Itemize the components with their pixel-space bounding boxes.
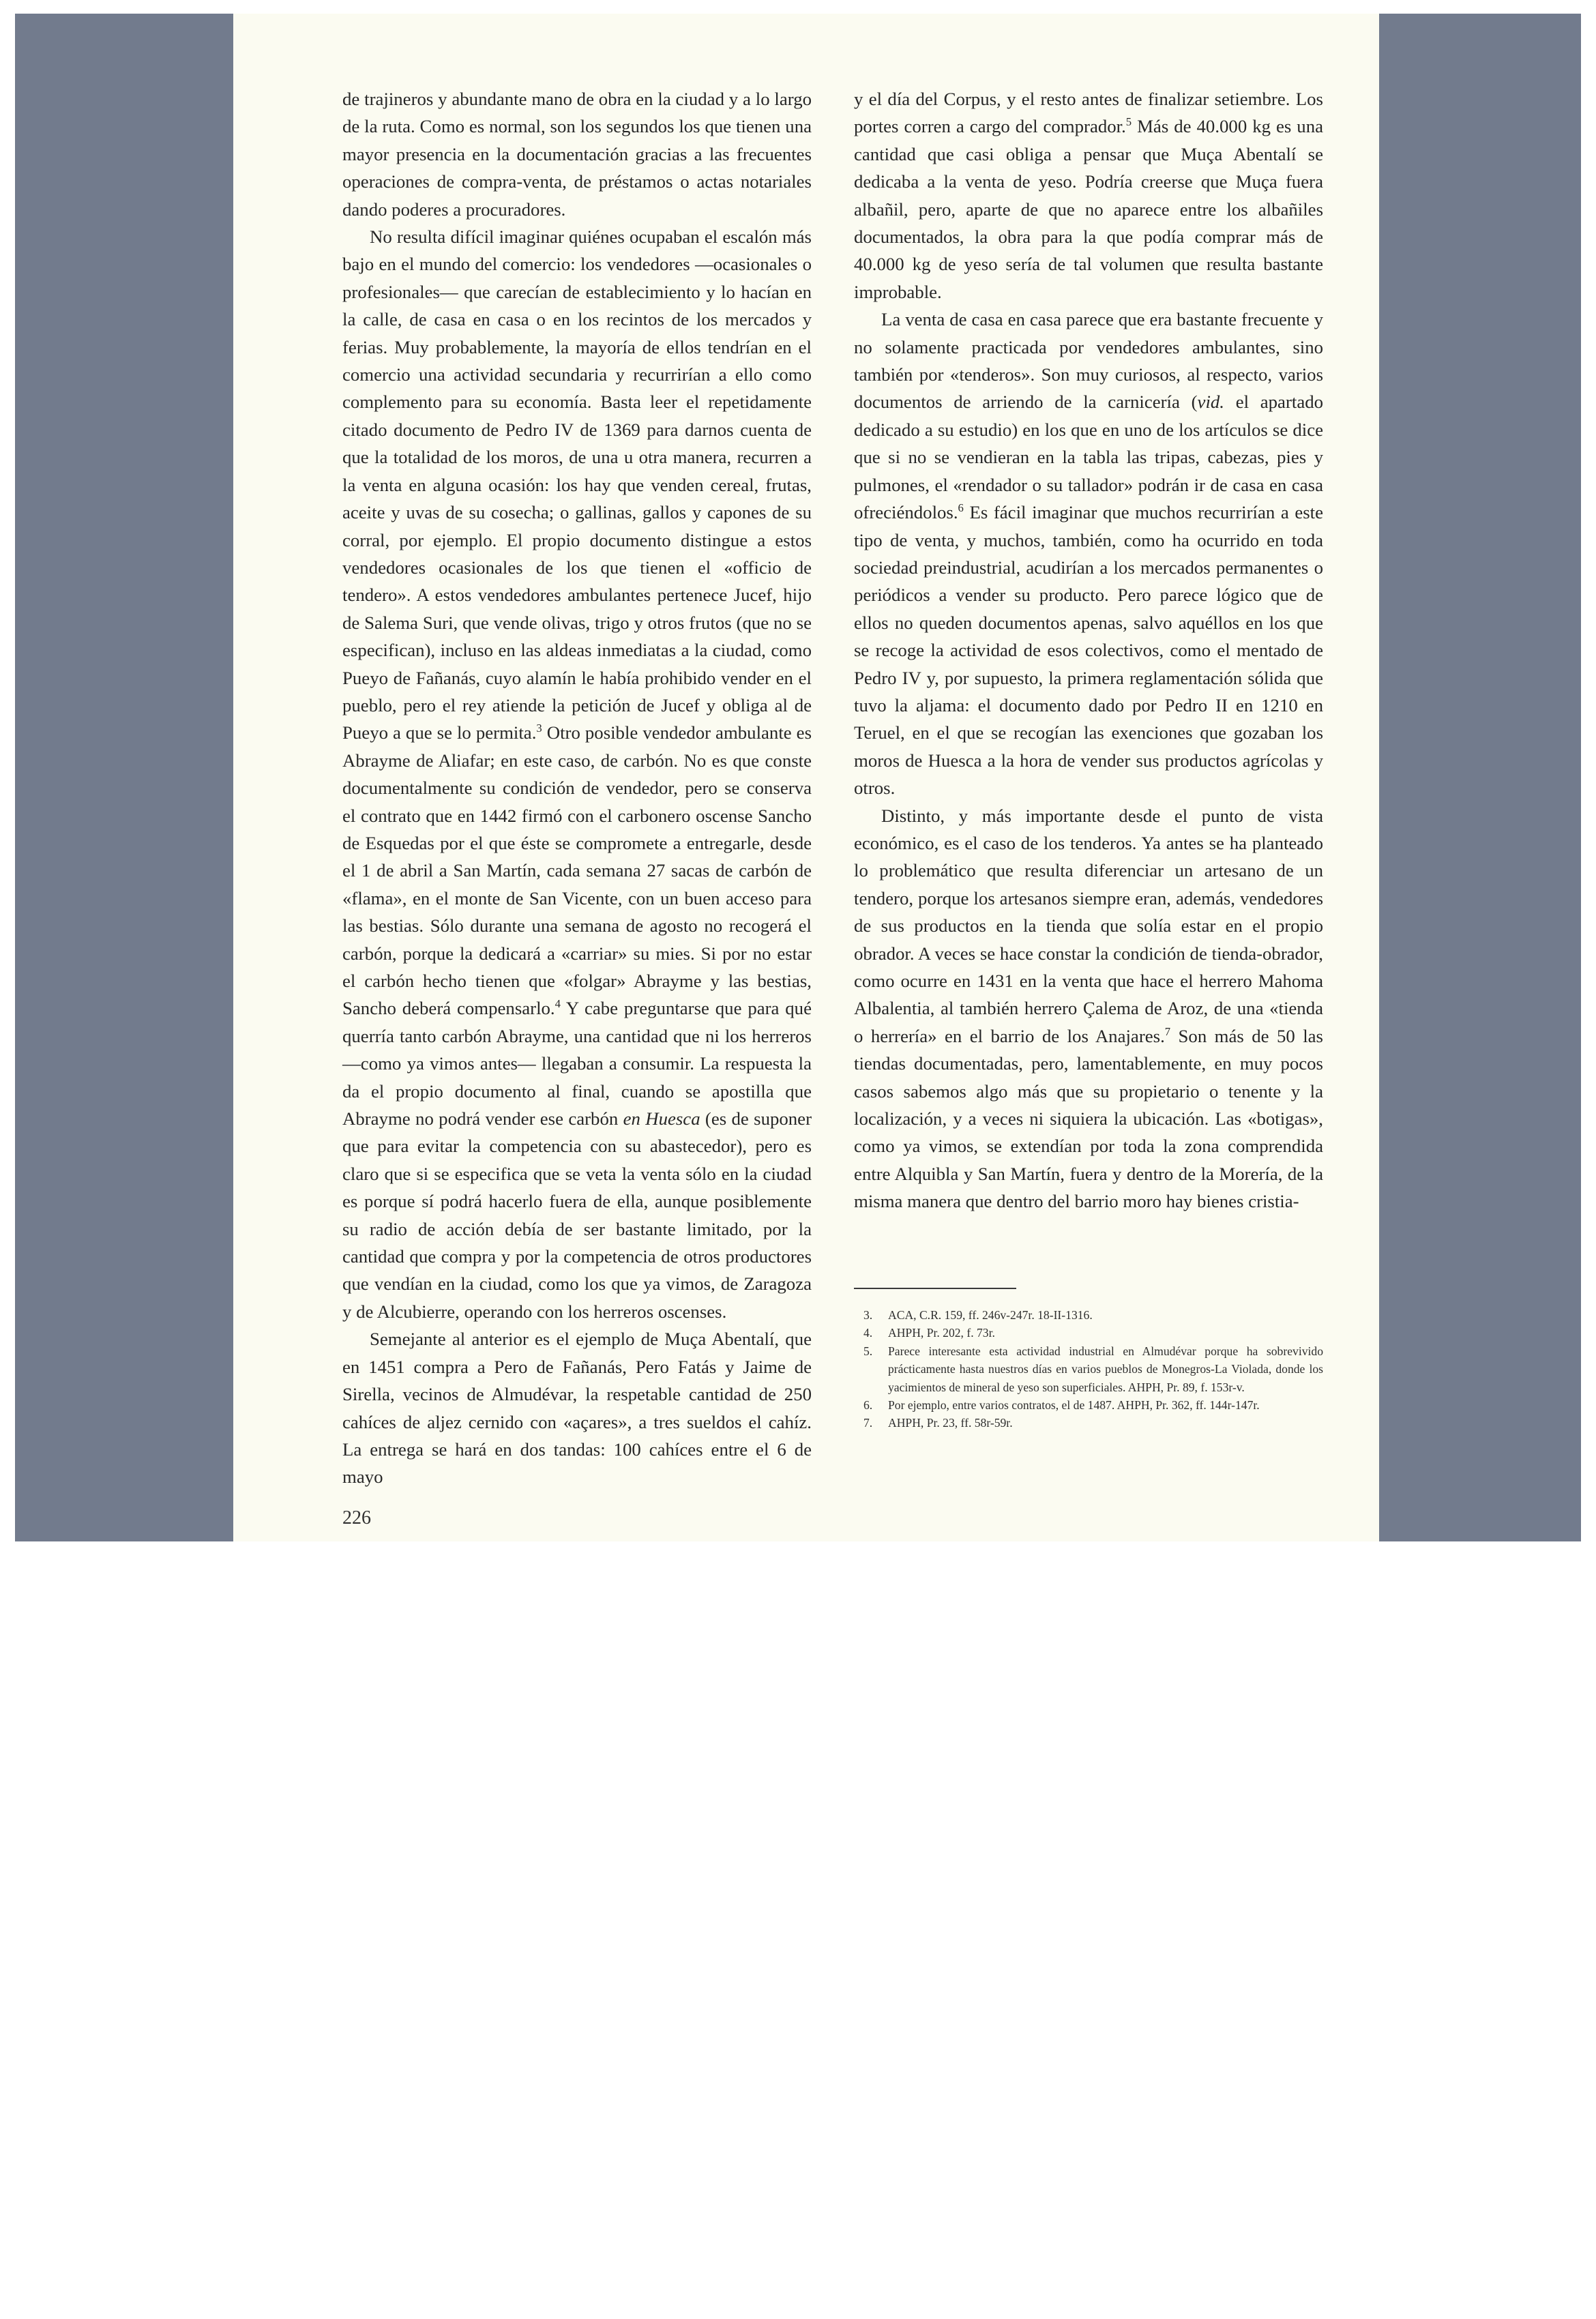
footnote-text: AHPH, Pr. 23, ff. 58r-59r. bbox=[888, 1416, 1013, 1430]
footnote-ref[interactable]: 6 bbox=[958, 501, 964, 515]
right-text-column bbox=[854, 85, 1323, 1215]
paragraph-text: Semejante al anterior es el ejemplo de Muça Abentalí, que en 1451 compra a Pero de Fañanás, Pero Fatás y Jaime de Sirella, vecinos de Almudévar, la respetable cantidad de 250 cahíces de aljez cernido con «açares», a tres sueldos el cahíz. La entrega se hará en dos tandas: 100 cahíces entre el 6 de mayo bbox=[342, 1329, 812, 1488]
paragraph-text: y el día del Corpus, y el resto antes de finalizar setiembre. Los portes corren a cargo del comprador. bbox=[854, 89, 1323, 137]
footnote-ref[interactable]: 7 bbox=[1164, 1024, 1171, 1038]
paragraph-text: de trajineros y abundante mano de obra en la ciudad y a lo largo de la ruta. Como es normal, son los segundos los que tienen una mayor presencia en la documentación gracias a las frecuentes operaciones de compra-venta, de préstamos o actas notariales dando poderes a procuradores. bbox=[342, 89, 812, 220]
footnote-ref[interactable]: 5 bbox=[1125, 115, 1132, 129]
paragraph bbox=[342, 223, 812, 1325]
footnote bbox=[854, 1396, 1323, 1414]
paragraph bbox=[854, 802, 1323, 1215]
footnotes bbox=[854, 1306, 1323, 1432]
paragraph-text: Es fácil imaginar que muchos recurrirían a este tipo de venta, y muchos, también, como ha ocurrido en toda sociedad preindustrial, acudirían a los mercados permanentes o periódicos a vender su producto. Pero parece lógico que de ellos no queden documentos apenas, salvo aquéllos en los que se recoge la actividad de esos colectivos, como el mentado de Pedro IV y, por supuesto, la primera reglamentación sólida que tuvo la aljama: el documento dado por Pedro II en 1210 en Teruel, en el que se recogían las exenciones que gozaban los moros de Huesca a la hora de vender sus productos agrícolas y otros. bbox=[854, 502, 1324, 799]
italic-text: vid. bbox=[1197, 392, 1224, 413]
paragraph-text: Distinto, y más importante desde el punto de vista económico, es el caso de los tenderos. Ya antes se ha planteado lo problemático que resulta diferenciar un artesano de un tendero, porque los artesanos siempre eran, además, vendedores de sus productos en la tienda que solía estar en el propio obrador. A veces se hace constar la condición de tienda-obrador, como ocurre en 1431 en la venta que hace el herrero Mahoma Albalentia, al también herrero Çalema de Aroz, de una «tienda o herrería» en el barrio de los Anajares. bbox=[854, 805, 1323, 1046]
scan-background bbox=[15, 14, 1581, 1541]
paragraph-text: Más de 40.000 kg es una cantidad que casi obliga a pensar que Muça Abentalí se dedicaba a la venta de yeso. Podría creerse que Muça fuera albañil, pero, aparte de que no aparece entre los albañiles documentados, la obra para la que podía comprar más de 40.000 kg de yeso sería de tal volumen que resulta bastante improbable. bbox=[854, 116, 1323, 302]
footnote-text: Por ejemplo, entre varios contratos, el de 1487. AHPH, Pr. 362, ff. 144r-147r. bbox=[888, 1398, 1260, 1413]
paragraph bbox=[854, 85, 1323, 306]
footnote-number: 3. bbox=[863, 1308, 873, 1322]
footnote bbox=[854, 1342, 1323, 1396]
paragraph-text: Y cabe preguntarse que para qué querría tanto carbón Abrayme, una cantidad que ni los herreros —como ya vimos antes— llegaban a consumir. La respuesta la da el propio documento al final, cuando se apostilla que Abrayme no podrá vender ese carbón bbox=[342, 998, 812, 1129]
footnote bbox=[854, 1324, 1323, 1342]
footnote-separator bbox=[854, 1288, 1016, 1289]
footnote-number: 6. bbox=[863, 1398, 873, 1413]
paragraph-text: Otro posible vendedor ambulante es Abrayme de Aliafar; en este caso, de carbón. No es que conste documentalmente su condición de vendedor, pero se conserva el contrato que en 1442 firmó con el carbonero oscense Sancho de Esquedas por el que éste se compromete a entregarle, desde el 1 de abril a San Martín, cada semana 27 sacas de carbón de «flama», en el monte de San Vicente, con un buen acceso para las bestias. Sólo durante una semana de agosto no recogerá el carbón, porque la dedicará a «carriar» su mies. Si por no estar el carbón hecho tienen que «folgar» Abrayme y las bestias, Sancho deberá compensarlo. bbox=[342, 722, 812, 1019]
footnote bbox=[854, 1306, 1323, 1324]
paragraph-text: (es de suponer que para evitar la competencia con su abastecedor), pero es claro que si se especifica que se veta la venta sólo en la ciudad es porque sí podrá hacerlo fuera de ella, aunque posiblemente su radio de acción debía de ser bastante limitado, por la cantidad que compra y por la competencia de otros productores que vendían en la ciudad, como los que ya vimos, de Zaragoza y de Alcubierre, operando con los herreros oscenses. bbox=[342, 1108, 812, 1322]
paragraph-text: No resulta difícil imaginar quiénes ocupaban el escalón más bajo en el mundo del comercio: los vendedores —ocasionales o profesionales— que carecían de establecimiento y lo hacían en la calle, de casa en casa o en los recintos de los mercados y ferias. Muy probablemente, la mayoría de ellos tendrían en el comercio una actividad secundaria y recurrirían a ello como complemento para su economía. Basta leer el repetidamente citado documento de Pedro IV de 1369 para darnos cuenta de que la totalidad de los moros, de una u otra manera, recurren a la venta en alguna ocasión: los hay que venden cereal, frutas, aceite y uvas de su cosecha; o gallinas, gallos y capones de su corral, por ejemplo. El propio documento distingue a estos vendedores ocasionales de los que tienen el «officio de tendero». A estos vendedores ambulantes pertenece Jucef, hijo de Salema Suri, que vende olivas, trigo y otros frutos (que no se especifican), incluso en las aldeas inmediatas a la ciudad, como Pueyo de Fañanás, cuyo alamín le había prohibido vender en el pueblo, pero el rey atiende la petición de Jucef y obliga al de Pueyo a que se lo permita. bbox=[342, 226, 812, 743]
left-text-column bbox=[342, 85, 812, 1491]
page-number: 226 bbox=[342, 1507, 371, 1528]
italic-text: en Huesca bbox=[623, 1108, 700, 1129]
paragraph-text: el apartado dedicado a su estudio) en los que en uno de los artículos se dice que si no se vendieran en la tabla las tripas, cabezas, pies y pulmones, el «rendador o su tallador» podrán ir de casa en casa ofreciéndolos. bbox=[854, 392, 1324, 523]
paragraph-text: Son más de 50 las tiendas documentadas, pero, lamentablemente, en muy pocos casos sabemos algo más que su propietario o tenente y la localización, y a veces ni siquiera la ubicación. Las «botigas», como ya vimos, se extendían por toda la zona comprendida entre Alquibla y San Martín, fuera y dentro de la Morería, de la misma manera que dentro del barrio moro hay bienes cristia- bbox=[854, 1025, 1323, 1212]
footnote-ref[interactable]: 4 bbox=[555, 997, 561, 1011]
footnote-number: 4. bbox=[863, 1326, 873, 1340]
footnote-text: AHPH, Pr. 202, f. 73r. bbox=[888, 1326, 995, 1340]
footnote bbox=[854, 1414, 1323, 1432]
footnote-number: 5. bbox=[863, 1344, 873, 1358]
paragraph bbox=[342, 1325, 812, 1490]
paragraph bbox=[854, 306, 1323, 801]
footnote-text: ACA, C.R. 159, ff. 246v-247r. 18-II-1316. bbox=[888, 1308, 1093, 1322]
book-page bbox=[233, 14, 1379, 1541]
footnote-number: 7. bbox=[863, 1416, 873, 1430]
footnote-ref[interactable]: 3 bbox=[536, 722, 542, 735]
paragraph-text: La venta de casa en casa parece que era bastante frecuente y no solamente practicada por vendedores ambulantes, sino también por «tenderos». Son muy curiosos, al respecto, varios documentos de arriendo de la carnicería ( bbox=[854, 309, 1323, 413]
footnote-text: Parece interesante esta actividad industrial en Almudévar porque ha sobrevivido prácticamente hasta nuestros días en varios pueblos de Monegros-La Violada, donde los yacimientos de mineral de yeso son superficiales. AHPH, Pr. 89, f. 153r-v. bbox=[888, 1344, 1323, 1394]
paragraph bbox=[342, 85, 812, 223]
